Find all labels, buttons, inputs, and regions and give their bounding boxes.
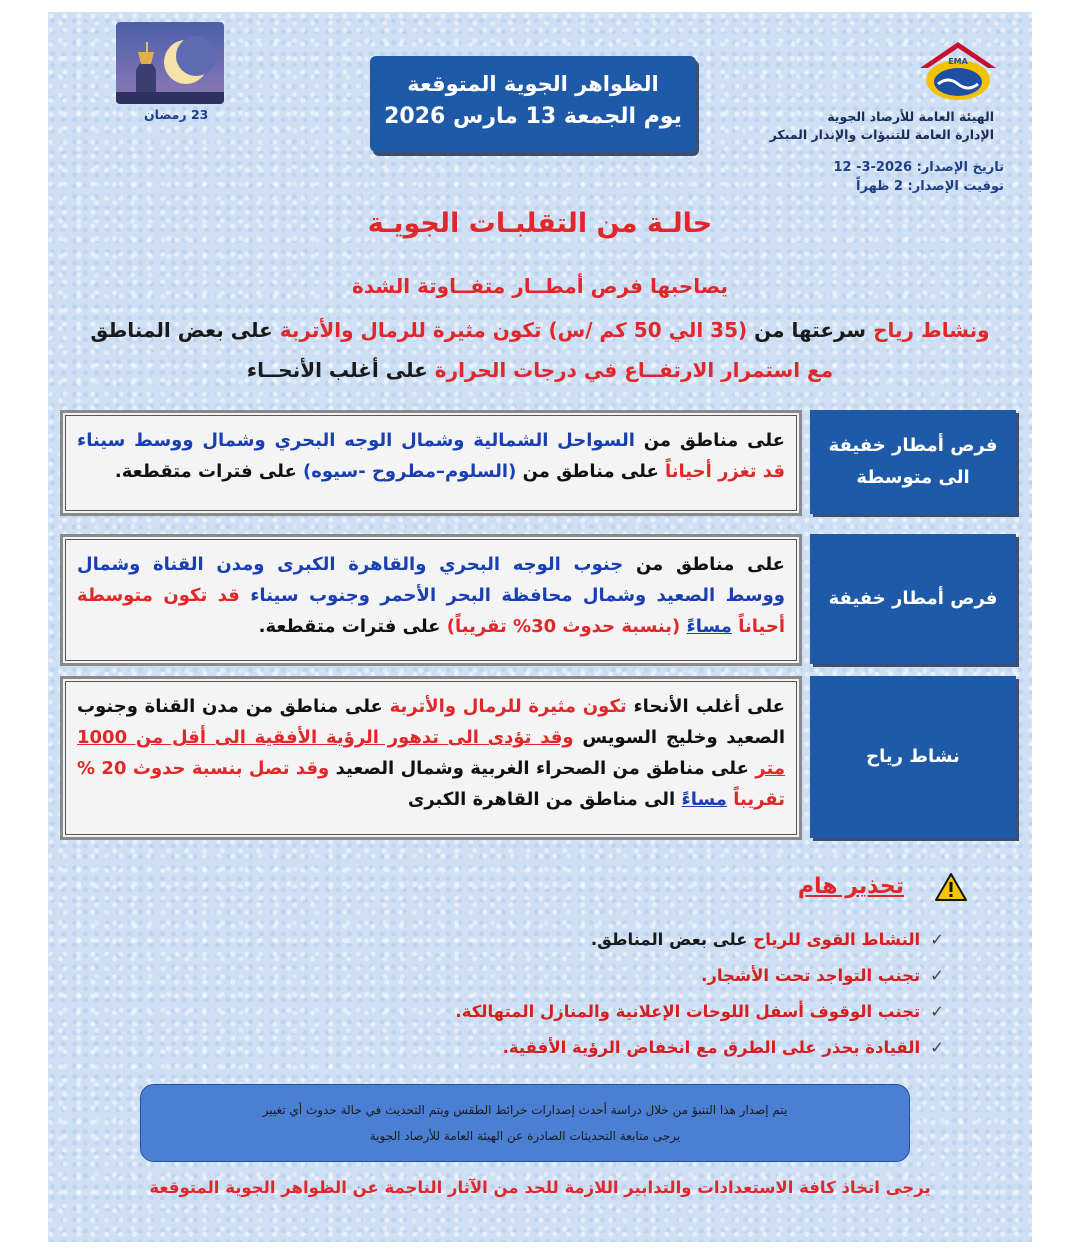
check-icon: ✓ <box>930 966 944 985</box>
temp-areas: على أغلب الأنحــاء <box>246 358 428 382</box>
tip-item <box>304 958 944 994</box>
row2-t4: مساءً <box>686 616 732 637</box>
warning-tips <box>304 922 944 1066</box>
row3-t5: على مناطق من الصحراء الغربية وشمال الصعيد <box>335 758 749 779</box>
org-name: الهيئة العامة للأرصاد الجوية <box>827 109 994 124</box>
tip-item <box>304 922 944 958</box>
temp-phrase: مع استمرار الارتفــاع في درجات الحرارة <box>434 358 834 382</box>
ramadan-moon-image <box>116 22 224 104</box>
row1-t4: على مناطق من <box>522 461 659 482</box>
headline-wind-line <box>48 318 1032 342</box>
ema-logo <box>910 38 1006 108</box>
issue-info <box>764 158 1004 196</box>
row3-t2: تكون مثيرة للرمال والأتربة <box>389 696 627 717</box>
tip-text: تجنب التواجد تحت الأشجار. <box>701 966 921 985</box>
issue-time-label: توقيت الإصدار: <box>907 179 1004 194</box>
org-department: الإدارة العامة للتنبؤات والإنذار المبكر <box>769 127 994 142</box>
row1-t6: على فترات متقطعة. <box>114 461 297 482</box>
row1-t1: على مناطق من <box>643 430 785 451</box>
check-icon: ✓ <box>930 930 944 949</box>
dust-phrase: تكون مثيرة للرمال والأتربة <box>279 318 542 342</box>
speed-range: (35 الي 50 كم /س) <box>548 318 748 342</box>
warning-title: تحذير هام <box>797 874 904 899</box>
tip-text: القيادة بحذر على الطرق مع انخفاض الرؤية الأفقية. <box>502 1038 921 1057</box>
row3-t3: على مناطق من مدن القناة وجنوب الصعيد وخليج السويس <box>77 696 785 748</box>
headline-subtitle: يصاحبها فرص أمطــار متفــاوتة الشدة <box>352 274 728 298</box>
warning-icon <box>934 872 968 902</box>
title-box <box>370 56 696 152</box>
row3-t8: الى مناطق من القاهرة الكبرى <box>407 789 676 810</box>
issue-date-value: 12 -3-2026 <box>833 160 913 175</box>
bulletin-page <box>48 12 1032 1242</box>
tip-item <box>304 1030 944 1066</box>
row-label-light-rain: فرص أمطار خفيفة <box>810 534 1016 664</box>
row-label-light-moderate-rain: فرص أمطار خفيفة الى متوسطة <box>810 410 1016 514</box>
page-title: الظواهر الجوية المتوقعة <box>407 72 659 96</box>
footer-advisory: يرجى اتخاذ كافة الاستعدادات والتدابير اللازمة للحد من الآثار الناجمة عن الظواهر الجوية المتوقعة <box>149 1178 931 1197</box>
row-text-light-moderate-rain <box>60 410 802 516</box>
areas-phrase: على بعض المناطق <box>90 318 273 342</box>
tip-text: تجنب الوقوف أسفل اللوحات الإعلانية والمنازل المتهالكة. <box>455 1002 921 1021</box>
ramadan-day: 23 رمضان <box>144 107 209 122</box>
row1-t5: (السلوم–مطروح -سيوه) <box>303 461 517 482</box>
issue-time-value: 2 ظهراً <box>856 179 903 194</box>
row2-t1: على مناطق من <box>635 554 785 575</box>
row-label-wind: نشاط رياح <box>810 676 1016 838</box>
row3-t4: وقد تؤدى الى تدهور الرؤية الأفقية الى أقل من 1000 متر <box>77 727 785 779</box>
note-line1: يتم إصدار هذا التنبؤ من خلال دراسة أحدث إصدارات خرائط الطقس ويتم التحديث في حالة حدوث أي تغيير <box>262 1103 788 1117</box>
row2-t5: (بنسبة حدوث 30% تقريباً) <box>446 616 681 637</box>
row1-t2: السواحل الشمالية وشمال الوجه البحري وشمال ووسط سيناء <box>77 430 635 451</box>
row2-t6: على فترات متقطعة. <box>258 616 441 637</box>
forecast-date: يوم الجمعة 13 مارس 2026 <box>384 104 682 129</box>
check-icon: ✓ <box>930 1002 944 1021</box>
row-text-light-rain <box>60 534 802 666</box>
row-text-wind <box>60 676 802 840</box>
row3-t7: مساءً <box>681 789 727 810</box>
organization <box>734 108 994 144</box>
tip-text-dark: على بعض المناطق. <box>590 930 748 949</box>
tip-item <box>304 994 944 1030</box>
note-line2: يرجى متابعة التحديثات الصادرة عن الهيئة العامة للأرصاد الجوية <box>369 1129 681 1143</box>
speed-phrase: سرعتها من <box>754 318 867 342</box>
wind-phrase: ونشاط رياح <box>873 318 990 342</box>
row3-t6: وقد تصل بنسبة حدوث 20 % تقريباً <box>77 758 785 810</box>
row2-t3: قد تكون متوسطة أحياناً <box>77 585 785 637</box>
tip-text: النشاط القوى للرياح <box>753 930 921 949</box>
row1-t3: قد تغزر أحياناً <box>665 461 785 482</box>
row2-t2: جنوب الوجه البحري والقاهرة الكبرى ومدن القناة وشمال ووسط الصعيد وشمال محافظة البحر الأحمر وجنوب سيناء <box>77 554 785 606</box>
headline-temp-line <box>48 358 1032 382</box>
update-note <box>140 1084 910 1162</box>
issue-date-label: تاريخ الإصدار: <box>916 160 1004 175</box>
row3-t1: على أغلب الأنحاء <box>633 696 785 717</box>
logo-text: EMA <box>948 57 968 66</box>
headline: حالـة من التقلبـات الجويـة <box>367 208 713 239</box>
check-icon: ✓ <box>930 1038 944 1057</box>
